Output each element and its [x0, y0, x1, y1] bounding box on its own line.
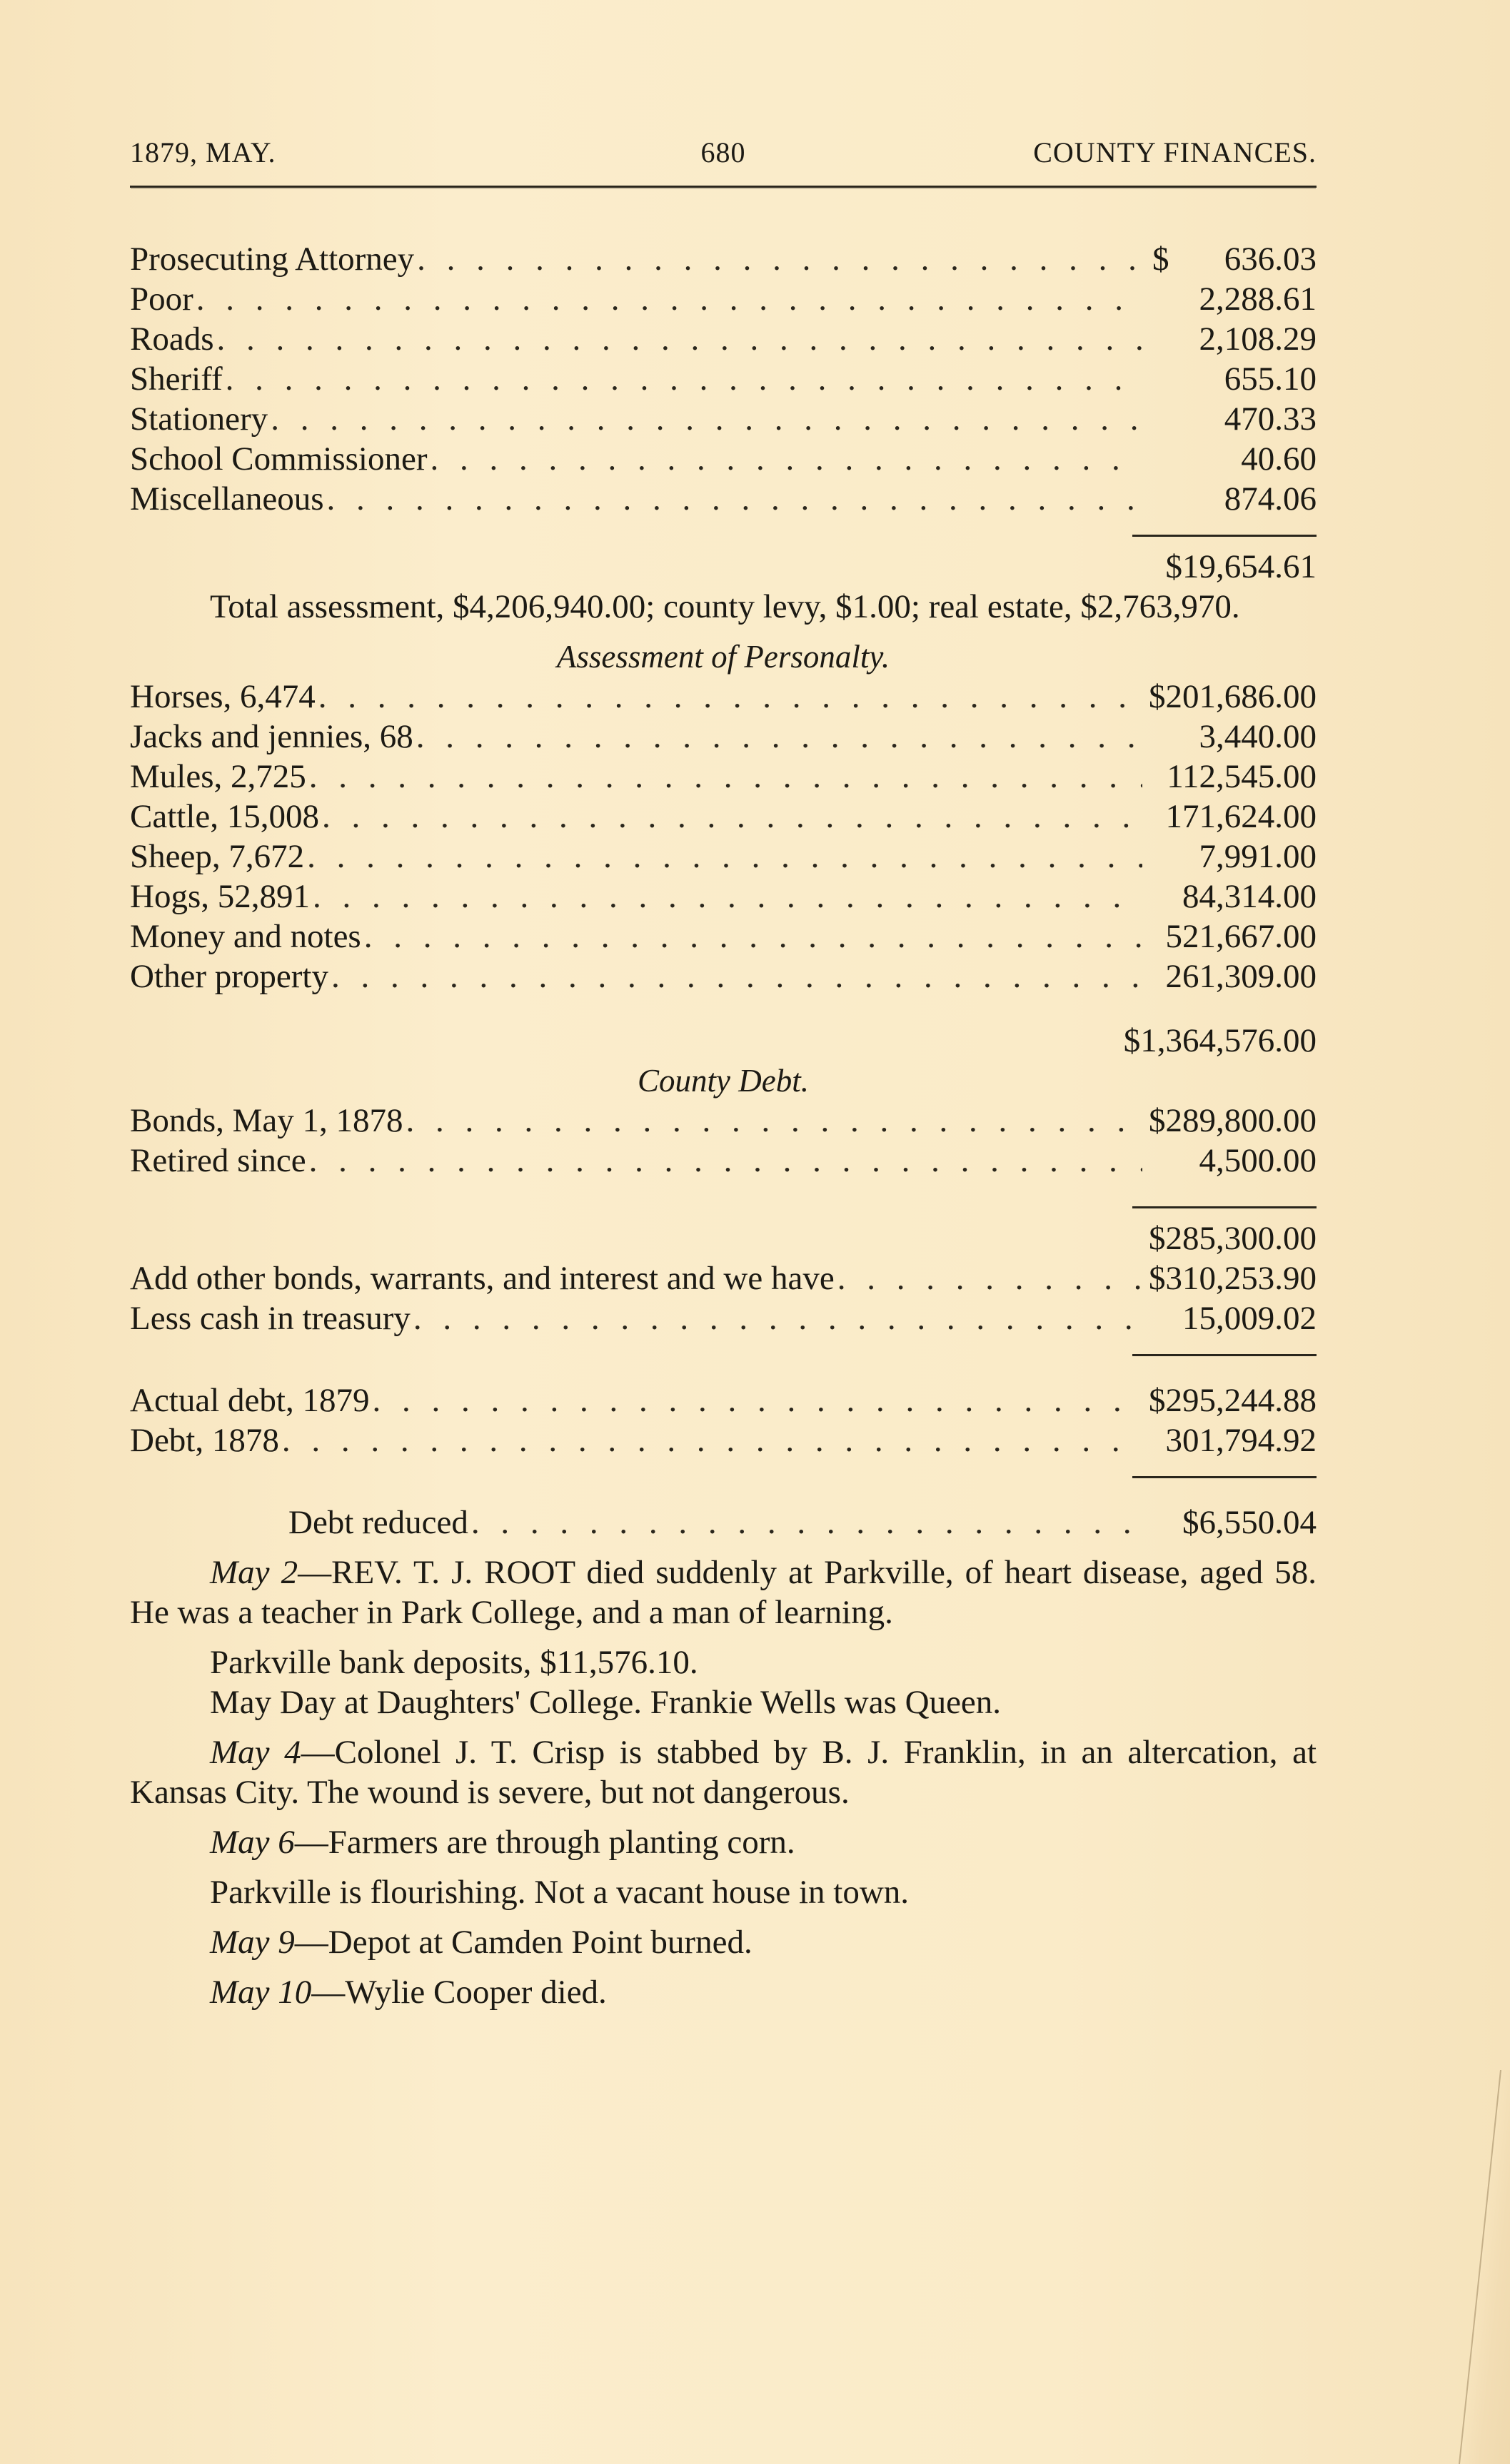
leader-dots	[416, 717, 1142, 757]
row-label: Stationery	[130, 400, 268, 438]
header-rule	[130, 186, 1317, 188]
entry-bank-deposits	[130, 1642, 1317, 1682]
row-value: 4,500.00	[1199, 1142, 1317, 1179]
entry-may-day	[130, 1682, 1317, 1722]
leader-dots	[322, 797, 1142, 837]
entry-parkville-flourishing	[130, 1872, 1317, 1912]
row-value: 171,624.00	[1165, 798, 1317, 835]
row-value: 521,667.00	[1165, 918, 1317, 955]
entry-text: —Colonel J. T. Crisp is stabbed by B. J. Franklin, in an altercation, at Kansas City. The wound is severe, but not dangerous.	[130, 1734, 1317, 1811]
expenses-total: $19,654.61	[1165, 548, 1317, 585]
entry-date: May 9	[210, 1924, 295, 1961]
entry-may-4	[130, 1732, 1317, 1812]
personalty-heading: Assessment of Personalty.	[556, 639, 890, 675]
leader-dots	[406, 1101, 1142, 1141]
page-number: 680	[700, 136, 746, 168]
row-value: $201,686.00	[1149, 678, 1317, 715]
row-value: $289,800.00	[1149, 1102, 1317, 1139]
row-value: 15,009.02	[1182, 1300, 1317, 1337]
row-value: 2,288.61	[1199, 281, 1317, 318]
row-value: 2,108.29	[1199, 320, 1317, 358]
personalty-table	[130, 677, 1317, 1061]
row-label: Other property	[130, 958, 328, 995]
debt-table	[130, 1101, 1317, 1542]
entry-date: May 10	[210, 1974, 312, 2011]
debt-row	[130, 1298, 1317, 1338]
leader-dots	[309, 1141, 1142, 1181]
row-value: 874.06	[1224, 480, 1317, 517]
row-value: $310,253.90	[1149, 1260, 1317, 1297]
entry-date: May 6	[210, 1824, 295, 1861]
leader-dots	[307, 837, 1142, 877]
row-value: 470.33	[1224, 400, 1317, 438]
leader-dots	[364, 917, 1142, 956]
personalty-row	[130, 956, 1317, 996]
row-label: Jacks and jennies, 68	[130, 718, 413, 755]
leader-dots	[217, 319, 1143, 359]
row-label: Roads	[130, 320, 214, 358]
entry-may-9	[130, 1922, 1317, 1962]
debt-row	[130, 1141, 1317, 1181]
leader-dots	[271, 399, 1142, 439]
entry-may-10	[130, 1972, 1317, 2012]
row-label: Debt reduced	[288, 1504, 468, 1541]
row-label: Sheep, 7,672	[130, 838, 305, 875]
row-value: 84,314.00	[1182, 878, 1317, 915]
running-header	[130, 136, 1317, 173]
expense-row	[130, 279, 1317, 319]
entry-date: May 2	[210, 1554, 298, 1591]
row-label: Poor	[130, 281, 193, 318]
debt-heading: County Debt.	[638, 1063, 809, 1099]
entry-may-6	[130, 1822, 1317, 1862]
row-label: Mules, 2,725	[130, 758, 306, 795]
personalty-row	[130, 837, 1317, 877]
debt-reduced-row	[130, 1503, 1317, 1542]
header-date: 1879, MAY.	[130, 136, 276, 168]
row-value: 40.60	[1241, 440, 1317, 478]
expense-row	[130, 479, 1317, 519]
personalty-row	[130, 877, 1317, 917]
leader-dots	[309, 757, 1142, 797]
expense-row	[130, 439, 1317, 479]
page-edge-shadow	[1459, 2070, 1510, 2464]
header-title: COUNTY FINANCES.	[1033, 136, 1317, 168]
row-label: Horses, 6,474	[130, 678, 316, 715]
debt-row	[130, 1420, 1317, 1460]
entry-text: —Wylie Cooper died.	[311, 1974, 607, 2011]
row-value: 636.03	[1224, 241, 1317, 278]
leader-dots	[417, 239, 1149, 279]
text-column	[130, 136, 1317, 2012]
entry-date: May 4	[210, 1734, 301, 1771]
row-label: Less cash in treasury	[130, 1300, 411, 1337]
row-value: $6,550.04	[1182, 1504, 1317, 1541]
entry-text: —Depot at Camden Point burned.	[294, 1924, 753, 1961]
assessment-note: Total assessment, $4,206,940.00; county levy, $1.00; real estate, $2,763,970.	[210, 588, 1240, 625]
row-label: Sheriff	[130, 360, 223, 398]
debt-row	[130, 1101, 1317, 1141]
entry-text: Parkville is flourishing. Not a vacant house in town.	[210, 1874, 910, 1911]
leader-dots	[837, 1258, 1142, 1298]
personalty-total: $1,364,576.00	[1123, 1022, 1317, 1059]
row-value: 655.10	[1224, 360, 1317, 398]
expense-row	[130, 399, 1317, 439]
leader-dots	[413, 1298, 1142, 1338]
row-label: Prosecuting Attorney	[130, 241, 415, 278]
row-label: Retired since	[130, 1142, 306, 1179]
row-label: Cattle, 15,008	[130, 798, 319, 835]
chronicle-entries	[130, 1552, 1317, 2012]
row-label: Hogs, 52,891	[130, 878, 310, 915]
entry-text: —REV. T. J. ROOT died suddenly at Parkville, of heart disease, aged 58. He was a teacher in Park College, and a man of learning.	[130, 1554, 1317, 1631]
entry-may-2	[130, 1552, 1317, 1632]
expenses-table	[130, 239, 1317, 587]
row-value: 261,309.00	[1165, 958, 1317, 995]
row-label: Add other bonds, warrants, and interest and we have	[130, 1260, 835, 1297]
leader-dots	[331, 956, 1142, 996]
debt-subtotal: $285,300.00	[1149, 1220, 1317, 1257]
expense-row	[130, 319, 1317, 359]
personalty-row	[130, 677, 1317, 717]
row-value: $295,244.88	[1149, 1382, 1317, 1419]
debt-row	[130, 1258, 1317, 1298]
row-value: 3,440.00	[1199, 718, 1317, 755]
row-value: 7,991.00	[1199, 838, 1317, 875]
expense-row	[130, 359, 1317, 399]
leader-dots	[196, 279, 1142, 319]
row-value: 112,545.00	[1167, 758, 1317, 795]
entry-text: May Day at Daughters' College. Frankie Wells was Queen.	[210, 1684, 1002, 1721]
leader-dots	[327, 479, 1143, 519]
personalty-row	[130, 797, 1317, 837]
row-value: 301,794.92	[1165, 1422, 1317, 1459]
row-label: Debt, 1878	[130, 1422, 279, 1459]
leader-dots	[471, 1503, 1142, 1542]
currency-sign: $	[1152, 241, 1169, 278]
row-label: Miscellaneous	[130, 480, 324, 517]
entry-text: —Farmers are through planting corn.	[294, 1824, 795, 1861]
row-label: School Commissioner	[130, 440, 428, 478]
leader-dots	[318, 677, 1142, 717]
row-label: Money and notes	[130, 918, 361, 955]
entry-text: Parkville bank deposits, $11,576.10.	[210, 1644, 698, 1681]
leader-dots	[282, 1420, 1142, 1460]
row-label: Bonds, May 1, 1878	[130, 1102, 403, 1139]
debt-row	[130, 1380, 1317, 1420]
personalty-row	[130, 917, 1317, 956]
leader-dots	[226, 359, 1142, 399]
leader-dots	[430, 439, 1142, 479]
expense-row	[130, 239, 1317, 279]
row-label: Actual debt, 1879	[130, 1382, 370, 1419]
personalty-row	[130, 717, 1317, 757]
personalty-row	[130, 757, 1317, 797]
leader-dots	[372, 1380, 1142, 1420]
leader-dots	[313, 877, 1142, 917]
